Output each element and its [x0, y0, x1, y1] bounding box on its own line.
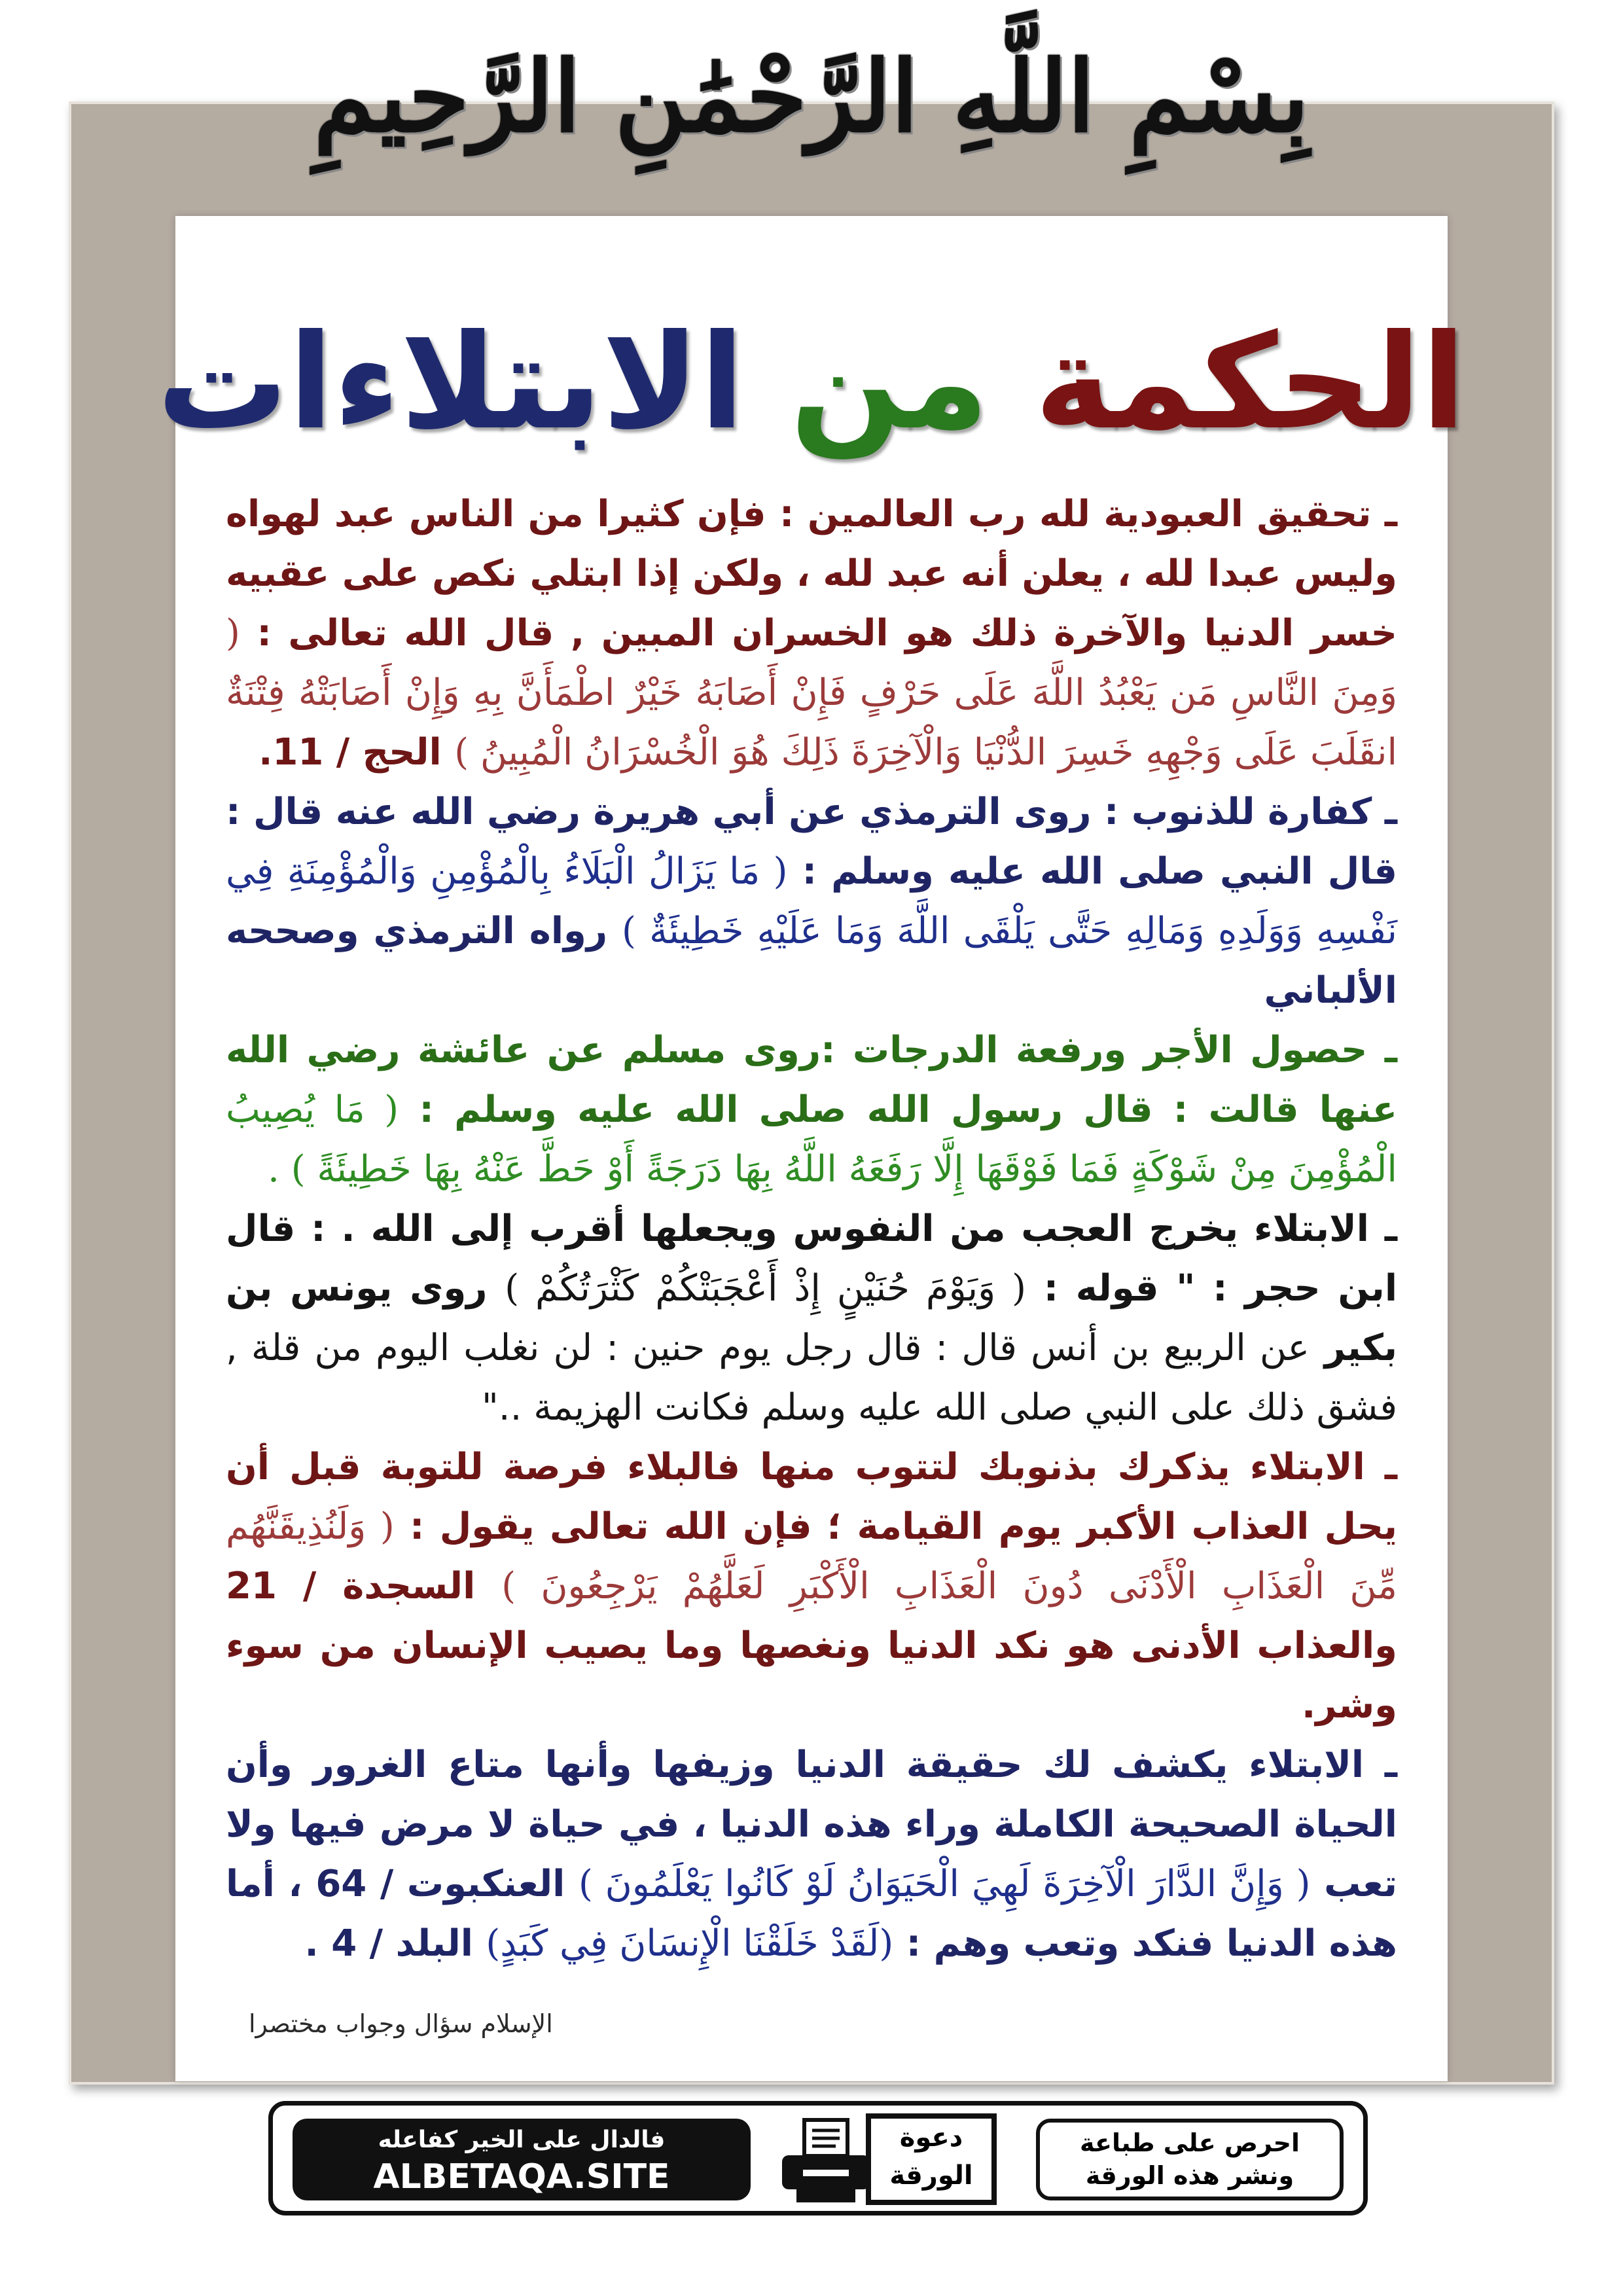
section-2	[226, 782, 1397, 1020]
title-word-1: الحكمة	[1034, 306, 1467, 459]
article-body	[226, 484, 1397, 1973]
source-note: الإسلام سؤال وجواب مختصرا	[249, 2009, 553, 2038]
section-5-explanation: والعذاب الأدنى هو نكد الدنيا ونغصها وما يصيب الإنسان من سوء وشر.	[226, 1624, 1397, 1727]
footer-proverb: فالدال على الخير كفاعله	[378, 2126, 666, 2153]
section-3	[226, 1020, 1397, 1199]
section-1-verse: ( وَمِنَ النَّاسِ مَن يَعْبُدُ اللَّهَ عَلَى حَرْفٍ فَإِنْ أَصَابَهُ خَيْرٌ اطْمَأَنَّ بِهِ وَإِنْ أَصَابَتْهُ فِتْنَةٌ انقَلَبَ عَلَى وَجْهِهِ خَسِرَ الدُّنْيَا وَالْآخِرَةَ ذَلِكَ هُوَ الْخُسْرَانُ الْمُبِينُ )	[226, 612, 1397, 774]
section-5-text: ـ الابتلاء يذكرك بذنوبك لتتوب منها فالبلاء فرصة للتوبة قبل أن يحل العذاب الأكبر يوم القيامة ؛ فإن الله تعالى يقول :	[226, 1446, 1397, 1548]
section-4	[226, 1199, 1397, 1437]
printer-icon	[777, 2115, 875, 2206]
footer-print-notice	[1036, 2119, 1344, 2200]
dawah-logo	[866, 2113, 997, 2205]
title-word-3: الابتلاءات	[156, 306, 745, 459]
footer-bar	[268, 2101, 1368, 2215]
footer-print-line-2: ونشر هذه الورقة	[1085, 2161, 1294, 2190]
logo-line-1: دعوة	[899, 2123, 963, 2153]
section-1-ref: الحج / 11.	[259, 731, 442, 774]
section-3-hadith: ( مَا يُصِيبُ الْمُؤْمِنَ مِنْ شَوْكَةٍ فَمَا فَوْقَهَا إِلَّا رَفَعَهُ اللَّهُ بِهَا دَرَجَةً أَوْ حَطَّ عَنْهُ بِهَا خَطِيئَةً ) .	[226, 1088, 1397, 1191]
section-5	[226, 1437, 1397, 1735]
section-6-ref: العنكبوت / 64 ، أما هذه الدنيا فنكد وتعب وهم :	[226, 1863, 1397, 1965]
section-6	[226, 1735, 1397, 1973]
section-4-verse: ( وَيَوْمَ حُنَيْنٍ إِذْ أَعْجَبَتْكُمْ كَثْرَتُكُمْ )	[505, 1267, 1026, 1310]
title-word-2: من	[790, 306, 990, 459]
section-2-hadith: ( مَا يَزَالُ الْبَلَاءُ بِالْمُؤْمِنِ وَالْمُؤْمِنَةِ فِي نَفْسِهِ وَوَلَدِهِ وَمَالِهِ حَتَّى يَلْقَى اللَّهَ وَمَا عَلَيْهِ خَطِيئَةٌ )	[226, 850, 1398, 952]
footer-site-box	[293, 2119, 751, 2200]
section-4-quote: عن الربيع بن أنس قال : قال رجل يوم حنين : لن نغلب اليوم من قلة , فشق ذلك على النبي صلى الله عليه وسلم فكانت الهزيمة .."	[226, 1327, 1397, 1429]
section-5-ref: السجدة / 21	[226, 1565, 476, 1607]
section-2-ref: رواه الترمذي وصححه الألباني	[226, 910, 1397, 1012]
logo-line-2: الورقة	[889, 2161, 973, 2191]
section-2-text: ـ كفارة للذنوب : روى الترمذي عن أبي هريرة رضي الله عنه قال : قال النبي صلى الله عليه وسلم :	[226, 791, 1397, 893]
section-6-verse: ( وَإِنَّ الدَّارَ الْآخِرَةَ لَهِيَ الْحَيَوَانُ لَوْ كَانُوا يَعْلَمُونَ )	[578, 1863, 1311, 1905]
section-6-text: ـ الابتلاء يكشف لك حقيقة الدنيا وزيفها وأنها متاع الغرور وأن الحياة الصحيحة الكاملة وراء هذه الدنيا ، في حياة لا مرض فيها ولا تعب	[226, 1744, 1397, 1905]
section-6-verse-2: (لَقَدْ خَلَقْنَا الْإِنسَانَ فِي كَبَدٍ)	[486, 1922, 894, 1965]
site-url[interactable]: ALBETAQA.SITE	[373, 2157, 670, 2197]
section-1	[226, 484, 1397, 782]
section-1-text: ـ تحقيق العبودية لله رب العالمين : فإن كثيرا من الناس عبد لهواه وليس عبدا لله ، يعلن أنه عبد لله ، ولكن إذا ابتلي نكص على عقبيه خسر الدنيا والآخرة ذلك هو الخسران المبين , قال الله تعالى :	[226, 493, 1397, 655]
footer-print-line-1: احرص على طباعة	[1079, 2128, 1300, 2157]
section-4-text: ـ الابتلاء يخرج العجب من النفوس ويجعلها أقرب إلى الله . : قال ابن حجر : " قوله :	[226, 1208, 1398, 1310]
section-5-verse: ( وَلَنُذِيقَنَّهُم مِّنَ الْعَذَابِ الْأَدْنَى دُونَ الْعَذَابِ الْأَكْبَرِ لَعَلَّهُمْ يَرْجِعُونَ )	[226, 1505, 1398, 1607]
section-3-text: ـ حصول الأجر ورفعة الدرجات :روى مسلم عن عائشة رضي الله عنها قالت : قال رسول الله صلى الله عليه وسلم :	[226, 1029, 1397, 1131]
basmala-calligraphy: بِسْمِ اللَّهِ الرَّحْمَٰنِ الرَّحِيمِ	[313, 39, 1310, 154]
page-title	[0, 298, 1623, 468]
section-4-narrator: روى يونس بن بكير	[226, 1267, 1397, 1369]
section-6-ref-2: البلد / 4 .	[304, 1922, 473, 1965]
